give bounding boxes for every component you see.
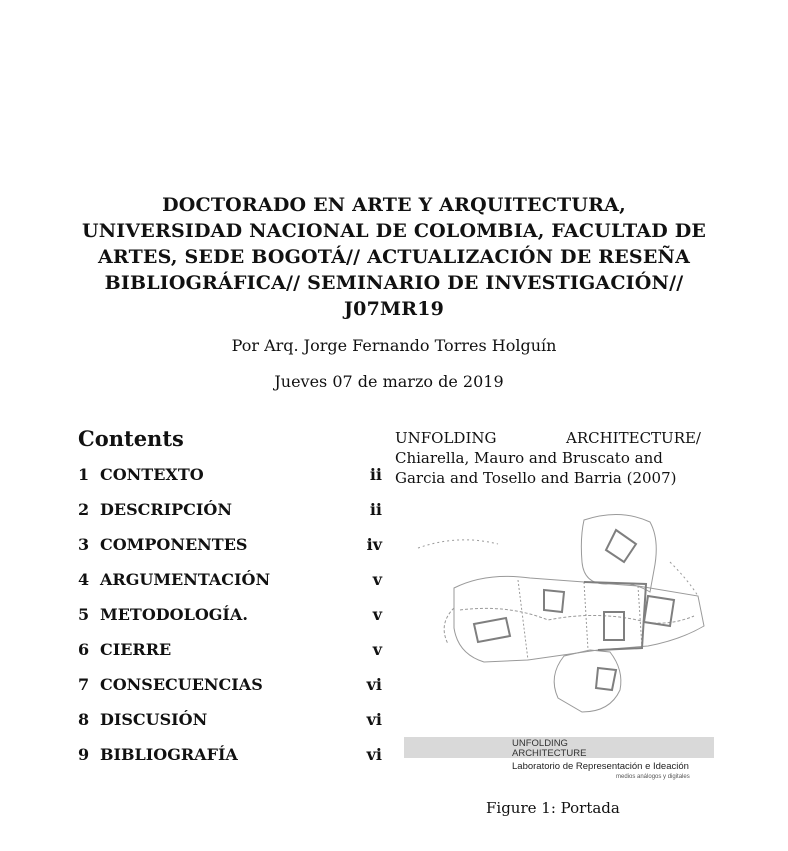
toc-entry[interactable]: [78, 565, 382, 600]
toc-page: vi: [366, 745, 382, 764]
author-line: Por Arq. Jorge Fernando Torres Holguín: [231, 336, 557, 355]
toc-entry[interactable]: [78, 635, 382, 670]
figure-reference-word: ARCHITECTURE/: [566, 429, 701, 447]
figure-reference-rest: Chiarella, Mauro and Bruscato and Garcia and Tosello and Barria (2007): [395, 449, 677, 487]
table-of-contents: [78, 460, 382, 775]
cover-subtitle: Laboratorio de Representación e Ideación: [512, 761, 689, 772]
plan-thick-lines: [474, 530, 674, 690]
toc-label: CONTEXTO: [100, 465, 204, 484]
toc-entry[interactable]: [78, 705, 382, 740]
title-line: BIBLIOGRÁFICA// SEMINARIO DE INVESTIGACIÓN//: [104, 272, 684, 294]
toc-page: iv: [366, 535, 382, 554]
title-line: ARTES, SEDE BOGOTÁ// ACTUALIZACIÓN DE RESEÑA: [97, 246, 691, 268]
toc-entry[interactable]: [78, 600, 382, 635]
date-line: Jueves 07 de marzo de 2019: [274, 372, 504, 391]
toc-label: BIBLIOGRAFÍA: [100, 745, 238, 764]
toc-heading: Contents: [78, 426, 184, 451]
document-title: [60, 192, 728, 322]
toc-label: DESCRIPCIÓN: [100, 500, 232, 519]
cover-tagline: medios análogos y digitales: [616, 774, 690, 780]
cover-title-line: ARCHITECTURE: [512, 748, 587, 759]
figure-reference: [395, 428, 701, 488]
toc-page: v: [372, 605, 382, 624]
toc-label: ARGUMENTACIÓN: [100, 570, 271, 589]
toc-entry[interactable]: [78, 530, 382, 565]
toc-number: 8: [78, 710, 90, 729]
toc-page: vi: [366, 710, 382, 729]
toc-entry[interactable]: [78, 495, 382, 530]
toc-label: DISCUSIÓN: [100, 710, 208, 729]
toc-label: METODOLOGÍA.: [100, 605, 248, 624]
toc-page: v: [372, 640, 382, 659]
toc-label: CIERRE: [100, 640, 172, 659]
toc-entry[interactable]: [78, 740, 382, 775]
toc-number: 9: [78, 745, 90, 764]
toc-entry[interactable]: [78, 460, 382, 495]
toc-page: ii: [369, 465, 382, 484]
toc-number: 2: [78, 500, 90, 519]
architectural-plan-drawing: [418, 514, 704, 712]
cover-figure: [398, 500, 716, 790]
toc-number: 3: [78, 535, 90, 554]
figure-caption: Figure 1: Portada: [486, 799, 620, 817]
toc-number: 6: [78, 640, 90, 659]
toc-label: COMPONENTES: [100, 535, 248, 554]
toc-number: 4: [78, 570, 90, 589]
figure-reference-word: UNFOLDING: [395, 429, 497, 447]
toc-entry[interactable]: [78, 670, 382, 705]
toc-number: 1: [78, 465, 90, 484]
title-line: DOCTORADO EN ARTE Y ARQUITECTURA,: [162, 194, 626, 216]
cover-title-line: UNFOLDING: [512, 738, 568, 749]
toc-number: 5: [78, 605, 90, 624]
toc-page: ii: [369, 500, 382, 519]
toc-number: 7: [78, 675, 90, 694]
title-line: J07MR19: [343, 298, 445, 320]
toc-page: v: [372, 570, 382, 589]
toc-page: vi: [366, 675, 382, 694]
toc-label: CONSECUENCIAS: [100, 675, 263, 694]
title-line: UNIVERSIDAD NACIONAL DE COLOMBIA, FACULTAD DE: [81, 220, 707, 242]
